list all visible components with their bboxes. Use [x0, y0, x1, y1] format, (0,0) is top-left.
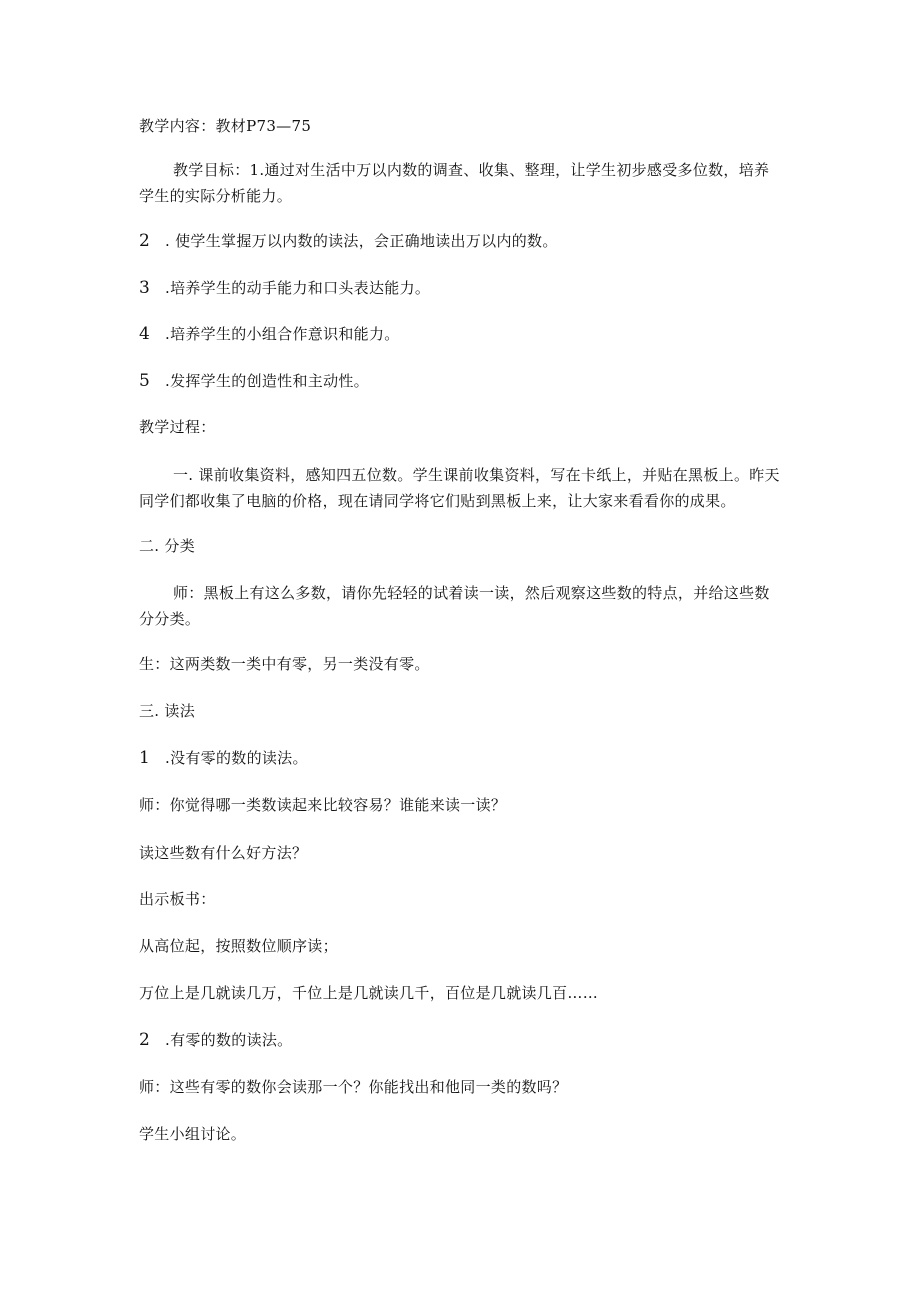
- subsection-number: 2: [139, 1030, 151, 1050]
- teacher-paragraph-1: 师：黑板上有这么多数，请你先轻轻的试着读一读，然后观察这些数的特点，并给这些数分分类。: [139, 584, 770, 628]
- subsection-1: [139, 745, 784, 771]
- subsection-text: .有零的数的读法。: [165, 1031, 293, 1049]
- teaching-goals-intro: 教学目标：1.通过对生活中万以内数的调查、收集、整理，让学生初步感受多位数，培养学生的实际分析能力。: [139, 161, 770, 205]
- goal-item-2: [139, 228, 784, 254]
- section-3-heading: 三. 读法: [139, 702, 196, 720]
- section-1-paragraph: 一. 课前收集资料，感知四五位数。学生课前收集资料，写在卡纸上，并贴在黑板上。昨天同学们都收集了电脑的价格，现在请同学将它们贴到黑板上来，让大家来看看你的成果。: [139, 466, 780, 510]
- group-discussion-line: 学生小组讨论。: [139, 1125, 247, 1143]
- goal-text: . 使学生掌握万以内数的读法，会正确地读出万以内的数。: [165, 232, 558, 250]
- subsection-2: [139, 1027, 784, 1053]
- goal-number: 4: [139, 324, 151, 344]
- teacher-paragraph-3: 师：这些有零的数你会读那一个？你能找出和他同一类的数吗？: [139, 1078, 568, 1096]
- goal-text: .培养学生的小组合作意识和能力。: [165, 325, 400, 343]
- subsection-number: 1: [139, 748, 151, 768]
- goal-number: 5: [139, 371, 151, 391]
- goal-item-4: [139, 321, 784, 347]
- process-heading: 教学过程：: [139, 418, 216, 436]
- goal-text: .培养学生的动手能力和口头表达能力。: [165, 279, 431, 297]
- section-2-heading: 二. 分类: [139, 537, 196, 555]
- goal-number: 2: [139, 231, 151, 251]
- student-paragraph-1: 生：这两类数一类中有零，另一类没有零。: [139, 655, 430, 673]
- goal-text: .发挥学生的创造性和主动性。: [165, 372, 369, 390]
- teaching-content-line: 教学内容：教材P73—75: [139, 117, 312, 135]
- goal-item-3: [139, 275, 784, 301]
- goal-number: 3: [139, 278, 151, 298]
- subsection-text: .没有零的数的读法。: [165, 749, 308, 767]
- board-line-2: 万位上是几就读几万，千位上是几就读几千，百位是几就读几百……: [139, 984, 599, 1002]
- goal-item-5: [139, 368, 784, 394]
- teacher-paragraph-2: 师：你觉得哪一类数读起来比较容易？谁能来读一读？: [139, 796, 507, 814]
- board-heading: 出示板书：: [139, 890, 216, 908]
- question-line: 读这些数有什么好方法？: [139, 844, 308, 862]
- board-line-1: 从高位起，按照数位顺序读；: [139, 937, 338, 955]
